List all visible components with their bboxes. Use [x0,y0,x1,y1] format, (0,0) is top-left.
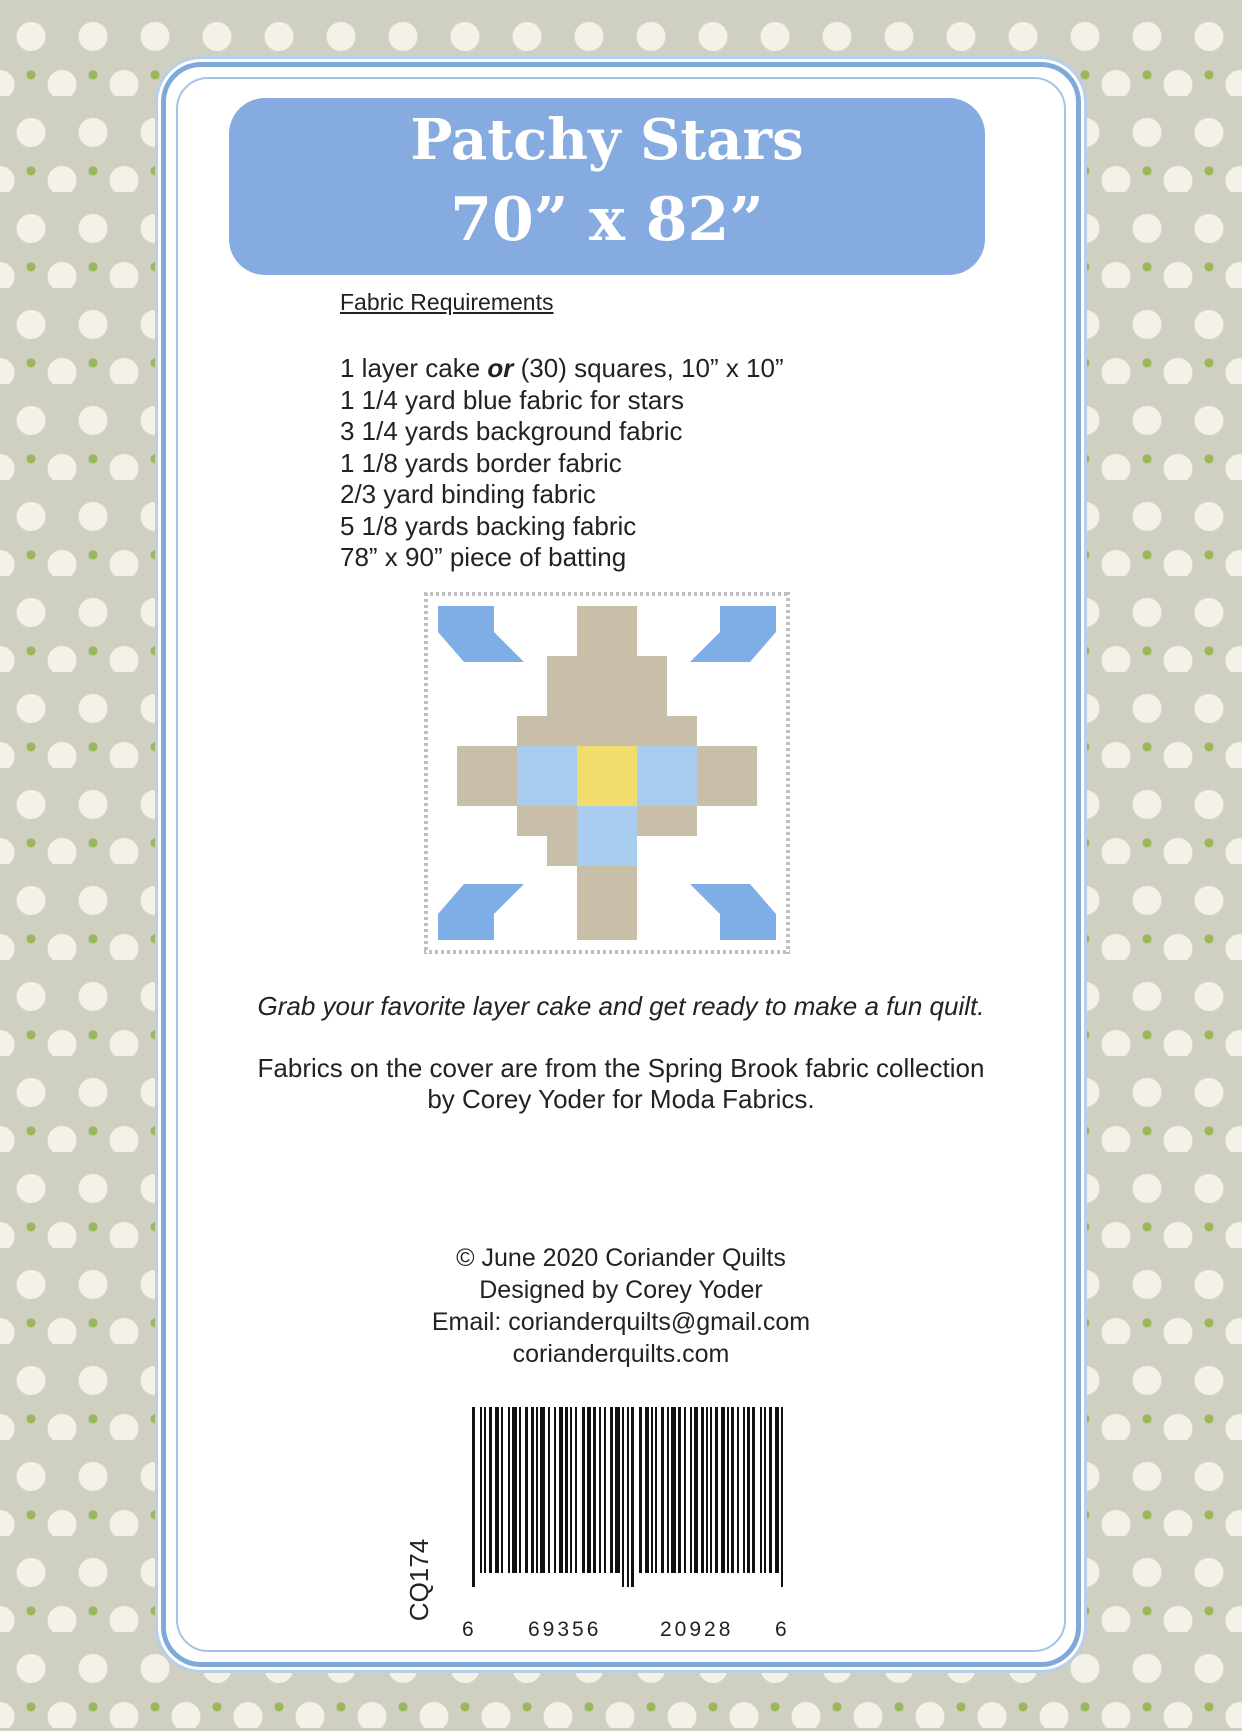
requirement-item: 2/3 yard binding fabric [340,479,596,509]
barcode-bar [694,1407,698,1573]
barcode-bar [727,1407,729,1573]
barcode-bar [651,1407,653,1573]
requirement-item: 78” x 90” piece of batting [340,542,627,572]
barcode-bar [531,1407,534,1573]
barcode-bar [671,1407,676,1573]
barcode-bar [575,1407,577,1573]
barcode-bar [684,1407,686,1573]
barcode-bar [655,1407,657,1573]
barcode-bar [631,1407,634,1587]
barcode-bar [639,1407,642,1573]
barcode-bar [781,1407,783,1587]
fabric-requirements-list [340,353,784,574]
barcode-bar [501,1407,503,1573]
barcode-bar [480,1407,482,1573]
barcode-bar [540,1407,545,1573]
requirement-item: 5 1/8 yards backing fabric [340,510,637,541]
barcode-bar [622,1407,624,1587]
barcode-bar [737,1407,739,1573]
website: corianderquilts.com [512,1340,730,1368]
quilt-size: 70” x 82” [450,185,764,255]
barcode-bar [706,1407,708,1573]
barcode-bar [519,1407,521,1573]
barcode-bar [690,1407,692,1573]
barcode [470,1407,792,1587]
barcode-bar [484,1407,486,1573]
barcode-bar [512,1407,517,1573]
barcode-bar [661,1407,664,1573]
barcode-bar [667,1407,669,1573]
barcode-bar [554,1407,556,1573]
barcode-bar [508,1407,510,1573]
barcode-bar [743,1407,745,1573]
barcode-bar [775,1407,779,1573]
requirement-item: 1 1/4 yard blue fabric for stars [340,384,684,415]
barcode-bar [615,1407,620,1573]
barcode-bar [587,1407,591,1573]
email: Email: corianderquilts@gmail.com [431,1308,811,1336]
barcode-bar [489,1407,492,1573]
barcode-bar [764,1407,766,1573]
barcode-bar [769,1407,772,1573]
sku-code: CQ174 [404,1538,434,1622]
barcode-bar [525,1407,528,1573]
barcode-bar [604,1407,606,1573]
quilt-block-illustration [424,592,790,954]
barcode-bar [599,1407,601,1573]
barcode-bar [536,1407,538,1573]
barcode-digit-right: 6 [775,1618,790,1641]
barcode-bar [548,1407,550,1573]
barcode-bar [627,1407,629,1587]
barcode-bar [610,1407,613,1573]
barcode-bar [710,1407,712,1573]
barcode-group-1: 69356 [528,1618,602,1641]
barcode-bar [565,1407,568,1573]
barcode-bar [752,1407,755,1573]
fabric-requirements-heading: Fabric Requirements [340,289,554,315]
barcode-bar [731,1407,734,1573]
tagline: Grab your favorite layer cake and get ready to make a fun quilt. [257,991,985,1021]
barcode-bar [593,1407,596,1573]
barcode-bar [472,1407,475,1587]
barcode-bar [721,1407,725,1573]
barcode-bar [747,1407,750,1573]
barcode-bar [715,1407,718,1573]
barcode-bar [678,1407,681,1573]
credits [0,1242,1242,1370]
copyright: © June 2020 Coriander Quilts [456,1244,786,1272]
barcode-bar [570,1407,572,1573]
designer: Designed by Corey Yoder [479,1276,763,1304]
fabric-collection-note: Fabrics on the cover are from the Spring Brook fabric collection by Corey Yoder for Moda Fabrics. [257,1053,985,1114]
barcode-bar [495,1407,499,1573]
title-banner [229,98,985,275]
barcode-group-2: 20928 [660,1618,734,1641]
pattern-title: Patchy Stars [410,107,804,173]
barcode-bar [559,1407,563,1573]
requirement-item: 3 1/4 yards background fabric [340,416,683,446]
requirement-item: 1 layer cake or (30) squares, 10” x 10” [340,353,784,383]
barcode-bar [760,1407,762,1573]
barcode-digit-left: 6 [462,1618,477,1641]
barcode-bar [582,1407,585,1573]
barcode-bar [645,1407,649,1573]
requirement-item: 1 1/8 yards border fabric [340,447,622,478]
barcode-bar [701,1407,704,1573]
